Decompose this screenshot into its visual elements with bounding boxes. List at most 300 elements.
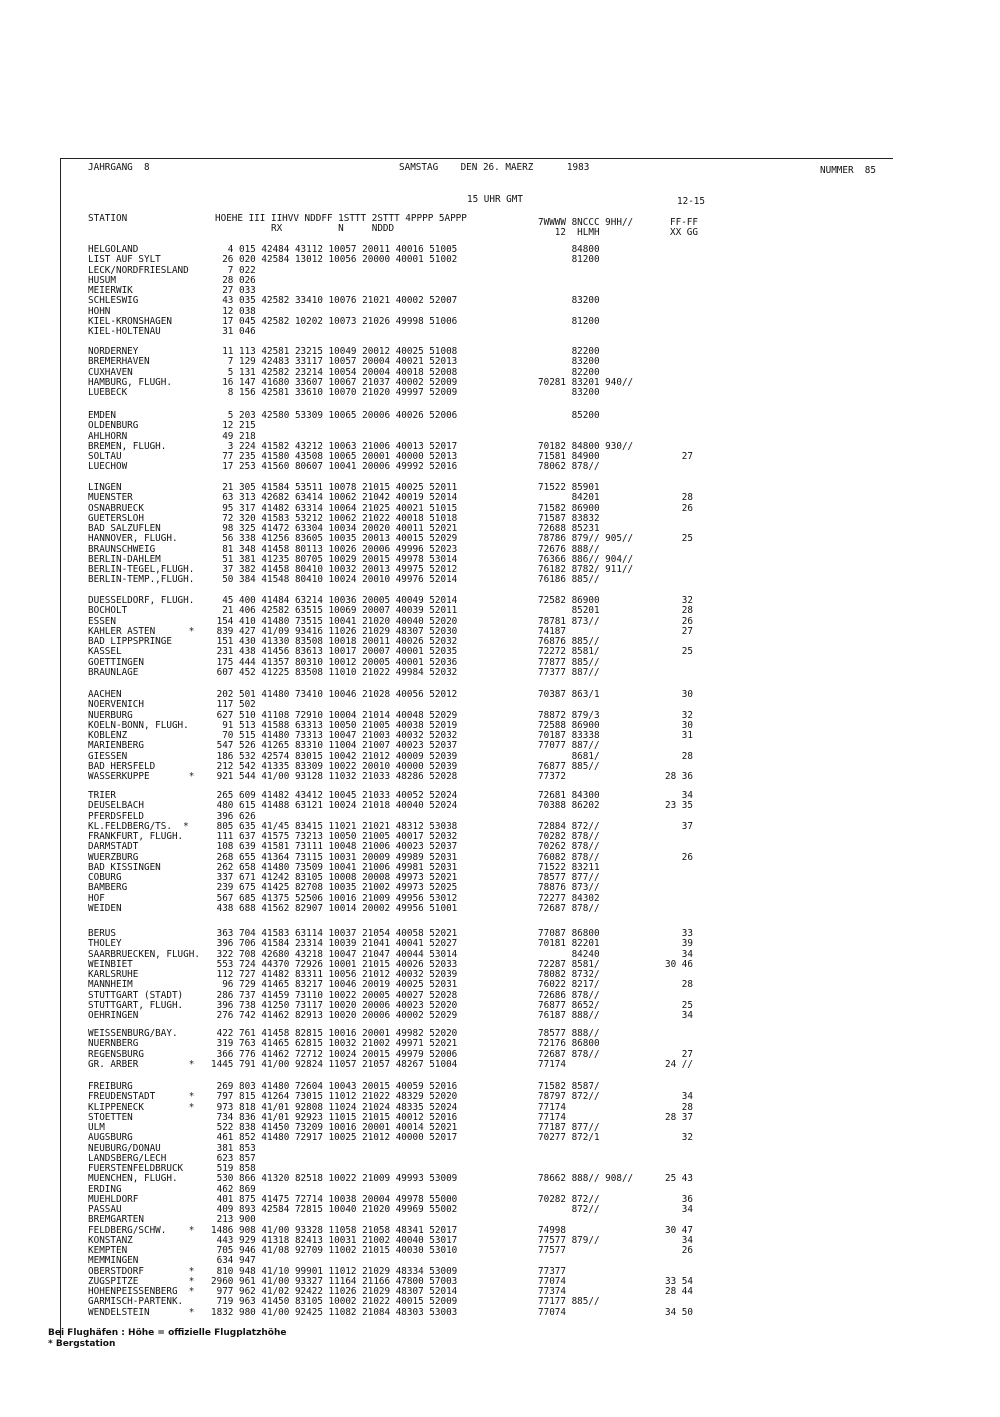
station-code-groups: 8 156 42581 33610 10070 21020 49997 52009	[211, 387, 458, 398]
station-code-groups: 462 869	[211, 1183, 256, 1195]
station-name: HAMBURG, FLUGH.	[88, 376, 172, 388]
station-code-groups: 973 818 41/01 92808 11024 21024 48335 52024	[211, 1101, 458, 1113]
station-wind-peak: 32	[665, 709, 693, 721]
station-name: HOHN	[88, 305, 111, 317]
station-code-groups: 977 962 41/02 92422 11026 21029 48307 52014	[211, 1286, 458, 1297]
station-group7: 71587 83832	[538, 512, 600, 524]
station-wind-peak: 34	[665, 1204, 693, 1215]
station-group7: 78577 888//	[538, 1028, 600, 1039]
station-wind-peak: 30 46	[665, 958, 693, 970]
station-name: WUERZBURG	[88, 851, 139, 863]
station-name: KAHLER ASTEN *	[88, 625, 195, 637]
station-group7: 83200	[538, 295, 600, 307]
station-group7: 8681/	[538, 750, 600, 762]
station-wind-peak: 36	[665, 1193, 693, 1205]
station-group7: 78797 872//	[538, 1091, 600, 1103]
station-name: LECK/NORDFRIESLAND	[88, 264, 189, 276]
station-code-groups: 269 803 41480 72604 10043 20015 40059 52016	[211, 1081, 458, 1092]
station-group7: 71581 84900	[538, 451, 600, 462]
station-name: MEIERWIK	[88, 285, 133, 296]
station-name: HELGOLAND	[88, 244, 139, 255]
footnotes	[48, 1328, 286, 1350]
station-wind-peak: 32	[665, 1132, 693, 1144]
station-code-groups: 366 776 41462 72712 10024 20015 49979 52006	[211, 1048, 458, 1060]
station-group7: 74187	[538, 625, 566, 637]
station-wind-peak: 39	[665, 938, 693, 950]
station-code-groups: 81 348 41458 80113 10026 20006 49996 52023	[211, 543, 458, 555]
station-name: MUENSTER	[88, 492, 133, 504]
station-name: OLDENBURG	[88, 420, 139, 432]
station-name: OBERSTDORF *	[88, 1265, 195, 1277]
station-wind-peak: 34	[665, 1010, 693, 1021]
station-code-groups: 12 038	[211, 305, 256, 317]
station-code-groups: 322 708 42680 43218 10047 21047 40044 53014	[211, 948, 458, 960]
station-group7: 77377	[538, 1265, 566, 1277]
station-group7: 82200	[538, 366, 600, 378]
station-code-groups: 1486 908 41/00 93328 11058 21058 48341 52017	[211, 1224, 458, 1236]
station-name: AACHEN	[88, 689, 122, 700]
code-column-header: HOEHE III IIHVV NDDFF 1STTT 2STTT 4PPPP 5APPP	[215, 213, 467, 224]
station-code-groups: 212 542 41335 83309 10022 20010 40000 52039	[211, 760, 458, 772]
station-group7: 70387 863/1	[538, 689, 600, 700]
station-group7: 84800	[538, 244, 600, 255]
station-name: STOETTEN	[88, 1111, 133, 1123]
station-wind-peak: 28	[665, 492, 693, 504]
station-name: THOLEY	[88, 938, 122, 950]
station-wind-peak: 28	[665, 605, 693, 617]
station-code-groups: 21 406 42582 63515 10069 20007 40039 52011	[211, 605, 458, 617]
station-group7: 70277 872/1	[538, 1132, 600, 1144]
station-name: COBURG	[88, 872, 122, 883]
station-code-groups: 705 946 41/08 92709 11002 21015 40030 53010	[211, 1245, 458, 1256]
station-name: BERUS	[88, 928, 116, 939]
station-group7: 83200	[538, 387, 600, 398]
header-rule	[60, 158, 893, 159]
station-name: NOERVENICH	[88, 699, 144, 711]
station-code-groups: 231 438 41456 83613 10017 20007 40001 52035	[211, 646, 458, 658]
station-name: KOBLENZ	[88, 730, 128, 741]
station-code-groups: 519 858	[211, 1163, 256, 1174]
station-code-groups: 623 857	[211, 1152, 256, 1164]
station-code-groups: 28 026	[211, 274, 256, 286]
station-code-groups: 5 131 42582 23214 10054 20004 40018 52008	[211, 366, 458, 378]
station-name: MEMMINGEN	[88, 1255, 139, 1267]
station-code-groups: 16 147 41680 33607 10067 21037 40002 52009	[211, 376, 458, 388]
station-code-groups: 17 045 42582 10202 10073 21026 49998 51006	[211, 315, 458, 327]
station-code-groups: 27 033	[211, 285, 256, 296]
station-code-groups: 810 948 41/10 99901 11012 21029 48334 53009	[211, 1265, 458, 1277]
station-group7: 77077 887//	[538, 740, 600, 752]
station-code-groups: 276 742 41462 82913 10020 20006 40002 52029	[211, 1010, 458, 1021]
station-column-header: STATION	[88, 213, 128, 224]
jahrgang-label: JAHRGANG 8	[88, 162, 150, 173]
station-code-groups: 286 737 41459 73110 10022 20005 40027 52028	[211, 989, 458, 1001]
station-group7: 81200	[538, 254, 600, 266]
observation-time: 15 UHR GMT	[467, 194, 523, 205]
left-margin-rule	[60, 158, 61, 1338]
station-name: GUETERSLOH	[88, 512, 144, 524]
station-code-groups: 21 305 41584 53511 10078 21015 40025 52011	[211, 482, 458, 493]
station-wind-peak: 30	[665, 689, 693, 700]
station-name: ESSEN	[88, 615, 116, 627]
station-code-groups: 627 510 41108 72910 10004 21014 40048 52029	[211, 709, 458, 721]
station-group7: 77074	[538, 1275, 566, 1287]
station-name: MANNHEIM	[88, 979, 133, 991]
station-name: BREMEN, FLUGH.	[88, 440, 167, 452]
station-group7: 77074	[538, 1306, 566, 1318]
station-wind-peak: 30	[665, 719, 693, 731]
station-wind-peak: 25	[665, 533, 693, 545]
station-name: OSNABRUECK	[88, 502, 144, 514]
station-group7: 72681 84300	[538, 790, 600, 801]
station-code-groups: 530 866 41320 82518 10022 21009 49993 53009	[211, 1173, 458, 1185]
station-name: GR. ARBER *	[88, 1058, 195, 1070]
station-code-groups: 213 900	[211, 1214, 256, 1226]
station-name: BERLIN-DAHLEM	[88, 553, 161, 565]
station-code-groups: 396 706 41584 23314 10039 21041 40041 52027	[211, 938, 458, 950]
station-name: HOHENPEISSENBERG *	[88, 1286, 195, 1297]
station-group7: 72272 8581/	[538, 646, 600, 658]
station-group7: 70388 86202	[538, 800, 600, 812]
station-wind-peak: 26	[665, 615, 693, 627]
station-group7: 72676 888//	[538, 543, 600, 555]
station-code-groups: 1832 980 41/00 92425 11082 21084 48303 53003	[211, 1306, 458, 1318]
station-name: KLIPPENECK *	[88, 1101, 195, 1113]
station-name: KEMPTEN	[88, 1245, 128, 1256]
station-group7: 78872 879/3	[538, 709, 600, 721]
station-group7: 71522 85901	[538, 482, 600, 493]
station-group7: 72688 85231	[538, 523, 600, 534]
station-group7: 77377 887//	[538, 666, 600, 678]
station-code-groups: 438 688 41562 82907 10014 20002 49956 51001	[211, 902, 458, 914]
station-group7: 70281 83201 940//	[538, 376, 634, 388]
station-group7: 77877 885//	[538, 656, 600, 668]
station-code-groups: 45 400 41484 63214 10036 20005 40049 52014	[211, 595, 458, 606]
station-group7: 76022 8217/	[538, 979, 600, 991]
station-wind-peak: 26	[665, 851, 693, 863]
station-group7: 77177 885//	[538, 1296, 600, 1308]
station-wind-peak: 28 36	[665, 771, 693, 782]
station-group7: 78662 888// 908//	[538, 1173, 634, 1185]
station-name: HANNOVER, FLUGH.	[88, 533, 178, 545]
station-name: KOELN-BONN, FLUGH.	[88, 719, 189, 731]
station-group7: 74998	[538, 1224, 566, 1236]
station-name: OEHRINGEN	[88, 1010, 139, 1021]
station-name: KONSTANZ	[88, 1234, 133, 1246]
station-group7: 77374	[538, 1286, 566, 1297]
station-name: MARIENBERG	[88, 740, 144, 752]
station-group7: 70282 878//	[538, 831, 600, 842]
station-code-groups: 151 430 41330 83508 10018 20011 40026 52032	[211, 636, 458, 647]
station-group7: 72884 872//	[538, 820, 600, 832]
station-name: GARMISCH-PARTENK.	[88, 1296, 184, 1308]
station-code-groups: 319 763 41465 62815 10032 21002 49971 52021	[211, 1038, 458, 1050]
station-code-groups: 37 382 41458 80410 10032 20013 49975 52012	[211, 564, 458, 575]
station-name: ERDING	[88, 1183, 122, 1195]
station-code-groups: 96 729 41465 83217 10046 20019 40025 52031	[211, 979, 458, 991]
station-name: FRANKFURT, FLUGH.	[88, 831, 184, 842]
station-code-groups: 422 761 41458 82815 10016 20001 49982 52020	[211, 1028, 458, 1039]
station-group7: 84240	[538, 948, 600, 960]
station-name: MUEHLDORF	[88, 1193, 139, 1205]
station-group7: 82200	[538, 346, 600, 357]
station-code-groups: 98 325 41472 63304 10034 20020 40011 52021	[211, 523, 458, 534]
station-code-groups: 11 113 42581 23215 10049 20012 40025 51008	[211, 346, 458, 357]
station-group7: 71582 8587/	[538, 1081, 600, 1092]
station-group7: 83200	[538, 356, 600, 368]
station-name: LIST AUF SYLT	[88, 254, 161, 266]
station-name: KL.FELDBERG/TS. *	[88, 820, 189, 832]
station-wind-peak: 31	[665, 730, 693, 741]
station-code-groups: 443 929 41318 82413 10031 21002 40040 53017	[211, 1234, 458, 1246]
station-name: DEUSELBACH	[88, 800, 144, 812]
station-wind-peak: 34	[665, 1091, 693, 1103]
station-name: STUTTGART, FLUGH.	[88, 999, 184, 1011]
station-group7: 76876 885//	[538, 636, 600, 647]
wind-column-subheader: XX GG	[670, 227, 698, 238]
station-group7: 76182 8782/ 911//	[538, 564, 634, 575]
station-name: FREIBURG	[88, 1081, 133, 1092]
station-code-groups: 31 046	[211, 326, 256, 337]
station-group7: 78062 878//	[538, 461, 600, 473]
station-group7: 77372	[538, 771, 566, 782]
station-code-groups: 262 658 41480 73509 10041 21006 49981 52031	[211, 861, 458, 873]
station-name: WEISSENBURG/BAY.	[88, 1028, 178, 1039]
station-group7: 78082 8732/	[538, 969, 600, 980]
station-group7: 85201	[538, 605, 600, 617]
station-group7: 72176 86800	[538, 1038, 600, 1050]
station-group7: 70187 83338	[538, 730, 600, 741]
station-code-groups: 553 724 44370 72926 10001 21015 40026 52033	[211, 958, 458, 970]
station-code-groups: 522 838 41450 73209 10016 20001 40014 52021	[211, 1122, 458, 1133]
station-code-groups: 26 020 42584 13012 10056 20000 40001 51002	[211, 254, 458, 266]
station-group7: 77577	[538, 1245, 566, 1256]
station-group7: 76877 885//	[538, 760, 600, 772]
station-name: SCHLESWIG	[88, 295, 139, 307]
station-group7: 72287 8581/	[538, 958, 600, 970]
station-name: BAD HERSFELD	[88, 760, 156, 772]
station-wind-peak: 37	[665, 820, 693, 832]
station-wind-peak: 33	[665, 928, 693, 939]
station-group7: 78781 873//	[538, 615, 600, 627]
station-group7: 76366 886// 904//	[538, 553, 634, 565]
station-name: HOF	[88, 892, 105, 904]
station-name: MUENCHEN, FLUGH.	[88, 1173, 178, 1185]
footnote-airports: Bei Flughäfen : Höhe = offizielle Flugplatzhöhe	[48, 1328, 287, 1338]
station-name: WASSERKUPPE *	[88, 771, 195, 782]
station-group7: 85200	[538, 410, 600, 421]
station-name: NUERNBERG	[88, 1038, 139, 1050]
station-name: BAMBERG	[88, 882, 128, 894]
station-code-groups: 186 532 42574 83015 10042 21012 40009 52039	[211, 750, 458, 762]
station-code-groups: 49 218	[211, 430, 256, 442]
station-name: NEUBURG/DONAU	[88, 1142, 161, 1154]
station-code-groups: 7 129 42483 33117 10057 20004 40021 52013	[211, 356, 458, 368]
station-wind-peak: 34 50	[665, 1306, 693, 1318]
station-name: GOETTINGEN	[88, 656, 144, 668]
station-code-groups: 409 893 42584 72815 10040 21020 49969 55002	[211, 1204, 458, 1215]
station-code-groups: 202 501 41480 73410 10046 21028 40056 52012	[211, 689, 458, 700]
station-code-groups: 91 513 41588 63313 10050 21005 40038 52019	[211, 719, 458, 731]
station-name: GIESSEN	[88, 750, 128, 762]
station-wind-peak: 34	[665, 790, 693, 801]
station-wind-peak: 25 43	[665, 1173, 693, 1185]
station-group7: 72588 86900	[538, 719, 600, 731]
station-code-groups: 17 253 41560 80607 10041 20006 49992 52016	[211, 461, 458, 473]
station-name: WEIDEN	[88, 902, 122, 914]
station-wind-peak: 27	[665, 625, 693, 637]
station-name: TRIER	[88, 790, 116, 801]
station-code-groups: 117 502	[211, 699, 256, 711]
station-code-groups: 63 313 42682 63414 10062 21042 40019 52014	[211, 492, 458, 504]
station-name: BRAUNLAGE	[88, 666, 139, 678]
station-code-groups: 108 639 41581 73111 10048 21006 40023 52037	[211, 841, 458, 853]
station-name: BERLIN-TEGEL,FLUGH.	[88, 564, 195, 575]
station-group7: 72277 84302	[538, 892, 600, 904]
station-wind-peak: 28 37	[665, 1111, 693, 1123]
station-name: LUECHOW	[88, 461, 128, 473]
station-group7: 76082 878//	[538, 851, 600, 863]
station-group7: 78876 873//	[538, 882, 600, 894]
station-wind-peak: 24 //	[665, 1058, 693, 1070]
station-code-groups: 634 947	[211, 1255, 256, 1267]
station-group7: 76186 885//	[538, 574, 600, 586]
station-name: BRAUNSCHWEIG	[88, 543, 156, 555]
station-code-groups: 401 875 41475 72714 10038 20004 49978 55000	[211, 1193, 458, 1205]
station-name: AUGSBURG	[88, 1132, 133, 1144]
station-group7: 70262 878//	[538, 841, 600, 853]
station-name: NUERBURG	[88, 709, 133, 721]
station-code-groups: 567 685 41375 52506 10016 21009 49956 53012	[211, 892, 458, 904]
station-code-groups: 607 452 41225 83508 11010 21022 49984 52032	[211, 666, 458, 678]
station-name: HUSUM	[88, 274, 116, 286]
station-name: KIEL-KRONSHAGEN	[88, 315, 172, 327]
station-code-groups: 50 384 41548 80410 10024 20010 49976 52014	[211, 574, 458, 586]
station-wind-peak: 28	[665, 750, 693, 762]
station-code-groups: 7 022	[211, 264, 256, 276]
station-group7: 71522 83211	[538, 861, 600, 873]
station-code-groups: 111 637 41575 73213 10050 21005 40017 52032	[211, 831, 458, 842]
station-name: LUEBECK	[88, 387, 128, 398]
wind-column-header: FF-FF	[670, 217, 698, 228]
station-wind-peak: 28	[665, 979, 693, 991]
station-code-groups: 797 815 41264 73015 11012 21022 48329 52020	[211, 1091, 458, 1103]
station-wind-peak: 32	[665, 595, 693, 606]
station-code-groups: 547 526 41265 83310 11004 21007 40023 52037	[211, 740, 458, 752]
station-name: KIEL-HOLTENAU	[88, 326, 161, 337]
station-wind-peak: 34	[665, 948, 693, 960]
station-name: FREUDENSTADT *	[88, 1091, 195, 1103]
station-wind-peak: 26	[665, 502, 693, 514]
station-code-groups: 77 235 41580 43508 10065 20001 40000 52013	[211, 451, 458, 462]
station-name: WENDELSTEIN *	[88, 1306, 195, 1318]
station-code-groups: 734 836 41/01 92923 11015 21015 40012 52016	[211, 1111, 458, 1123]
station-group7: 70282 872//	[538, 1193, 600, 1205]
station-name: CUXHAVEN	[88, 366, 133, 378]
station-wind-peak: 23 35	[665, 800, 693, 812]
station-group7: 77577 879//	[538, 1234, 600, 1246]
station-name: BAD SALZUFLEN	[88, 523, 161, 534]
station-name: SAARBRUECKEN, FLUGH.	[88, 948, 200, 960]
station-wind-peak: 27	[665, 451, 693, 462]
date-label: SAMSTAG DEN 26. MAERZ 1983	[399, 162, 590, 173]
station-code-groups: 43 035 42582 33410 10076 21021 40002 52007	[211, 295, 458, 307]
station-code-groups: 265 609 41482 43412 10045 21033 40052 52024	[211, 790, 458, 801]
station-name: PFERDSFELD	[88, 810, 144, 822]
station-wind-peak: 30 47	[665, 1224, 693, 1236]
station-name: EMDEN	[88, 410, 116, 421]
station-code-groups: 921 544 41/00 93128 11032 21033 48286 52028	[211, 771, 458, 782]
station-name: AHLHORN	[88, 430, 128, 442]
station-code-groups: 719 963 41450 83105 10002 21022 40015 52009	[211, 1296, 458, 1308]
station-wind-peak: 34	[665, 1234, 693, 1246]
station-code-groups: 72 320 41583 53212 10062 21022 40018 51018	[211, 512, 458, 524]
station-code-groups: 12 215	[211, 420, 256, 432]
station-group7: 872//	[538, 1204, 600, 1215]
station-code-groups: 112 727 41482 83311 10056 21012 40032 52039	[211, 969, 458, 980]
station-wind-peak: 28	[665, 1101, 693, 1113]
station-code-groups: 175 444 41357 80310 10012 20005 40001 52036	[211, 656, 458, 668]
station-group7: 70181 82201	[538, 938, 600, 950]
station-code-groups: 268 655 41364 73115 10031 20009 49989 52031	[211, 851, 458, 863]
station-name: LANDSBERG/LECH	[88, 1152, 167, 1164]
station-name: ULM	[88, 1122, 105, 1133]
station-code-groups: 5 203 42580 53309 10065 20006 40026 52006	[211, 410, 458, 421]
group7-column-subheader: 12 HLMH	[538, 227, 600, 238]
station-group7: 77187 877//	[538, 1122, 600, 1133]
station-group7: 81200	[538, 315, 600, 327]
station-code-groups: 337 671 41242 83105 10008 20008 49973 52021	[211, 872, 458, 883]
station-wind-peak: 25	[665, 646, 693, 658]
station-code-groups: 396 626	[211, 810, 256, 822]
station-group7: 72687 878//	[538, 902, 600, 914]
station-name: PASSAU	[88, 1204, 122, 1215]
station-name: BERLIN-TEMP.,FLUGH.	[88, 574, 195, 586]
issue-number: NUMMER 85	[820, 165, 876, 176]
station-group7: 77174	[538, 1058, 566, 1070]
station-group7: 72686 878//	[538, 989, 600, 1001]
station-group7: 70182 84800 930//	[538, 440, 634, 452]
station-name: ZUGSPITZE *	[88, 1275, 195, 1287]
station-group7: 84201	[538, 492, 600, 504]
station-code-groups: 3 224 41582 43212 10063 21006 40013 52017	[211, 440, 458, 452]
code-column-subheader: RX N NDDD	[215, 223, 395, 234]
station-code-groups: 4 015 42484 43112 10057 20011 40016 51005	[211, 244, 458, 255]
station-group7: 72582 86900	[538, 595, 600, 606]
station-name: BOCHOLT	[88, 605, 128, 617]
station-name: KASSEL	[88, 646, 122, 658]
station-name: STUTTGART (STADT)	[88, 989, 184, 1001]
station-code-groups: 95 317 41482 63314 10064 21025 40021 51015	[211, 502, 458, 514]
station-group7: 77174	[538, 1101, 566, 1113]
station-wind-peak: 33 54	[665, 1275, 693, 1287]
station-name: FELDBERG/SCHW. *	[88, 1224, 195, 1236]
station-code-groups: 239 675 41425 82708 10035 21002 49973 52025	[211, 882, 458, 894]
station-code-groups: 461 852 41480 72917 10025 21012 40000 52017	[211, 1132, 458, 1144]
station-name: SOLTAU	[88, 451, 122, 462]
station-wind-peak: 26	[665, 1245, 693, 1256]
station-group7: 78577 877//	[538, 872, 600, 883]
station-name: BREMGARTEN	[88, 1214, 144, 1226]
station-code-groups: 396 738 41250 73117 10020 20006 40023 52020	[211, 999, 458, 1011]
station-code-groups: 381 853	[211, 1142, 256, 1154]
station-group7: 72687 878//	[538, 1048, 600, 1060]
station-code-groups: 154 410 41480 73515 10041 21020 40040 52020	[211, 615, 458, 627]
station-name: BAD LIPPSPRINGE	[88, 636, 172, 647]
station-name: DARMSTADT	[88, 841, 139, 853]
station-code-groups: 363 704 41583 63114 10037 21054 40058 52021	[211, 928, 458, 939]
station-name: BREMERHAVEN	[88, 356, 150, 368]
